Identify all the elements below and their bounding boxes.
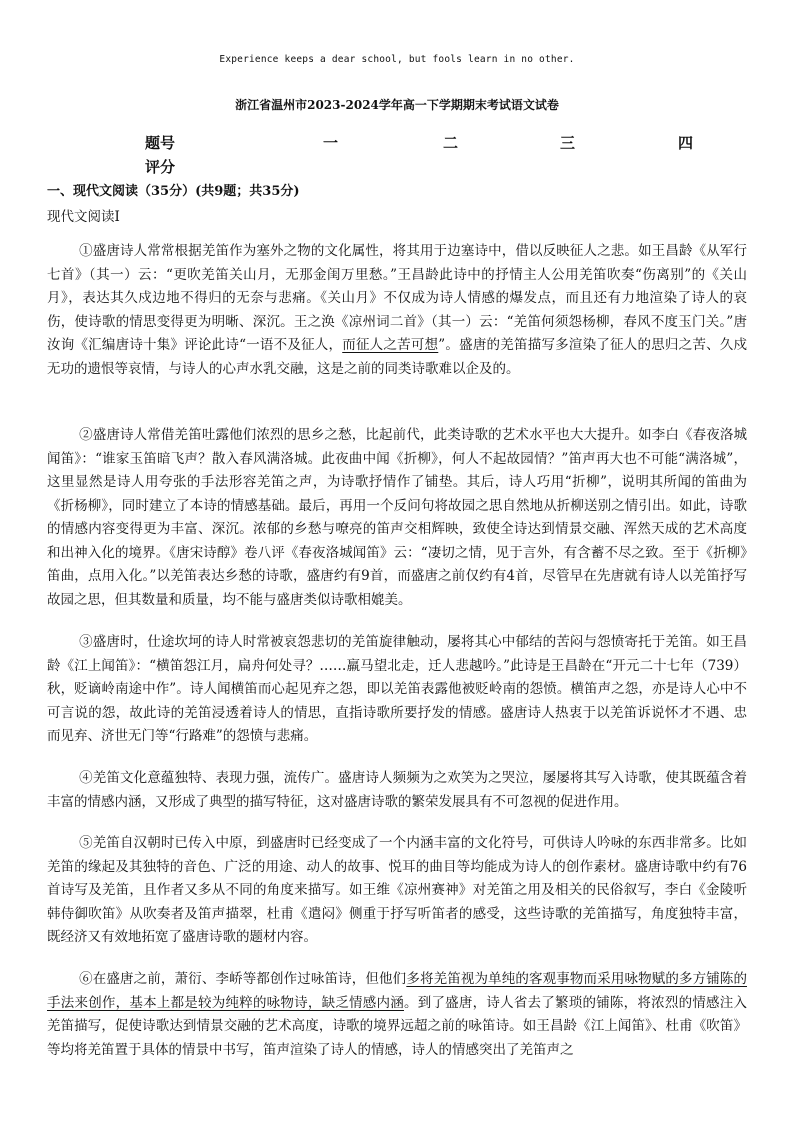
score-table-column-header: 四 bbox=[678, 134, 694, 152]
passage-paragraph bbox=[47, 968, 747, 1062]
score-table-row-label: 题号 bbox=[145, 134, 176, 152]
passage-paragraph bbox=[47, 424, 747, 612]
score-table-row-label: 评分 bbox=[145, 158, 176, 176]
passage-paragraph bbox=[47, 240, 747, 381]
page-motto: Experience keeps a dear school, but fools learn in no other. bbox=[219, 54, 575, 65]
passage-paragraph bbox=[47, 832, 747, 950]
paragraph-text: ①盛唐诗人常常根据羌笛作为塞外之物的文化属性，将其用于边塞诗中，借以反映征人之悲。如王昌龄《从军行七首》（其一）云：“更吹羌笛关山月，无那金闺万里愁。”王昌龄此诗中的抒情主人公用羌笛吹奏“伤离别”的《关山月》，表达其久戍边地不得归的无奈与悲痛。《关山月》不仅成为诗人情感的爆发点，而且还有力地渲染了诗人的哀伤，使诗歌的情思变得更为明晰、深沉。王之涣《凉州词二首》（其一）云：“羌笛何须怨杨柳，春风不度玉门关。”唐汝询《汇编唐诗十集》评论此诗“一语不及征人， bbox=[47, 243, 747, 353]
underlined-text: 多将羌笛视为单纯的客观事物而采用咏物赋的多方铺陈的手法来创作，基本上都是较为纯粹的咏物诗，缺乏情感内涵 bbox=[47, 971, 748, 1011]
underlined-text: 而征人之苦可想 bbox=[342, 337, 439, 353]
score-table-column-header: 一 bbox=[323, 134, 339, 152]
paragraph-text: ”。盛唐的羌笛描写多渲染了征人的思归之苦、久戍无功的遗恨等哀情，与诗人的心声水乳交融，这是之前的同类诗歌难以企及的。 bbox=[47, 337, 748, 377]
score-table bbox=[0, 132, 794, 178]
section-heading: 一、现代文阅读（35分）(共9题；共35分) bbox=[47, 184, 300, 199]
passage-paragraph bbox=[47, 631, 747, 749]
paragraph-text: 。到了盛唐，诗人省去了繁琐的铺陈，将浓烈的情感注入羌笛描写，促使诗歌达到情景交融的艺术高度，诗歌的境界远超之前的咏笛诗。如王昌龄《江上闻笛》、杜甫《吹笛》等均将羌笛置于具体的情景中书写，笛声渲染了诗人的情感，诗人的情感突出了羌笛声之 bbox=[47, 994, 748, 1058]
score-table-column-header: 三 bbox=[560, 134, 576, 152]
paragraph-text: ③盛唐时，仕途坎坷的诗人时常被哀怨悲切的羌笛旋律触动，屡将其心中郁结的苦闷与怨愤寄托于羌笛。如王昌龄《江上闻笛》：“横笛怨江月，扁舟何处寻？……羸马望北走，迁人悲越吟。”此诗是王昌龄在“开元二十七年（739）秋，贬谪岭南途中作”。诗人闻横笛而心起见弃之怨，即以羌笛表露他被贬岭南的怨愤。横笛声之怨，亦是诗人心中不可言说的怨，故此诗的羌笛浸透着诗人的情思，直指诗歌所要抒发的情感。盛唐诗人热衷于以羌笛诉说怀才不遇、忠而见弃、济世无门等“行路难”的怨愤与悲痛。 bbox=[47, 634, 747, 744]
section-subheading: 现代文阅读Ⅰ bbox=[47, 209, 120, 225]
score-table-column-header: 二 bbox=[443, 134, 459, 152]
paragraph-text: ②盛唐诗人常借羌笛吐露他们浓烈的思乡之愁，比起前代，此类诗歌的艺术水平也大大提升。如李白《春夜洛城闻笛》：“谁家玉笛暗飞声？散入春风满洛城。此夜曲中闻《折柳》，何人不起故园情？”笛声再大也不可能“满洛城”，这里显然是诗人用夸张的手法形容羌笛之声，为诗歌抒情作了铺垫。其后，诗人巧用“折柳”，说明其所闻的笛曲为《折杨柳》，同时建立了本诗的情感基础。最后，再用一个反问句将故园之思自然地从折柳送别之情引出。如此，诗歌的情感内容变得更为丰富、深沉。浓郁的乡愁与嘹亮的笛声交相辉映，致使全诗达到情景交融、浑然天成的艺术高度和出神入化的境界。《唐宋诗醇》卷八评《春夜洛城闻笛》云：“凄切之情，见于言外，有含蓄不尽之致。至于《折柳》笛曲，点用入化。”以羌笛表达乡愁的诗歌，盛唐约有9首，而盛唐之前仅约有4首，尽管早在先唐就有诗人以羌笛抒写故园之思，但其数量和质量，均不能与盛唐类似诗歌相媲美。 bbox=[47, 427, 747, 608]
paragraph-text: ④羌笛文化意蕴独特、表现力强，流传广。盛唐诗人频频为之欢笑为之哭泣，屡屡将其写入诗歌，使其既蕴含着丰富的情感内涵，又形成了典型的描写特征，这对盛唐诗歌的繁荣发展具有不可忽视的促进作用。 bbox=[47, 770, 747, 810]
exam-title: 浙江省温州市2023-2024学年高一下学期期末考试语文试卷 bbox=[235, 98, 559, 112]
passage-paragraph bbox=[47, 767, 747, 814]
paragraph-text: ⑥在盛唐之前，萧衍、李峤等都创作过咏笛诗，但他们 bbox=[79, 971, 407, 987]
paragraph-text: ⑤羌笛自汉朝时已传入中原，到盛唐时已经变成了一个内涵丰富的文化符号，可供诗人吟咏的东西非常多。比如羌笛的缘起及其独特的音色、广泛的用途、动人的故事、悦耳的曲目等均能成为诗人的创作素材。盛唐诗歌中约有76首诗写及羌笛，且作者又多从不同的角度来描写。如王维《凉州赛神》对羌笛之用及相关的民俗叙写，李白《金陵听韩侍御吹笛》从吹奏者及笛声描翠，杜甫《遣闷》侧重于抒写听笛者的感受，这些诗歌的羌笛描写，角度独特丰富，既经济又有效地拓宽了盛唐诗歌的题材内容。 bbox=[47, 835, 747, 945]
